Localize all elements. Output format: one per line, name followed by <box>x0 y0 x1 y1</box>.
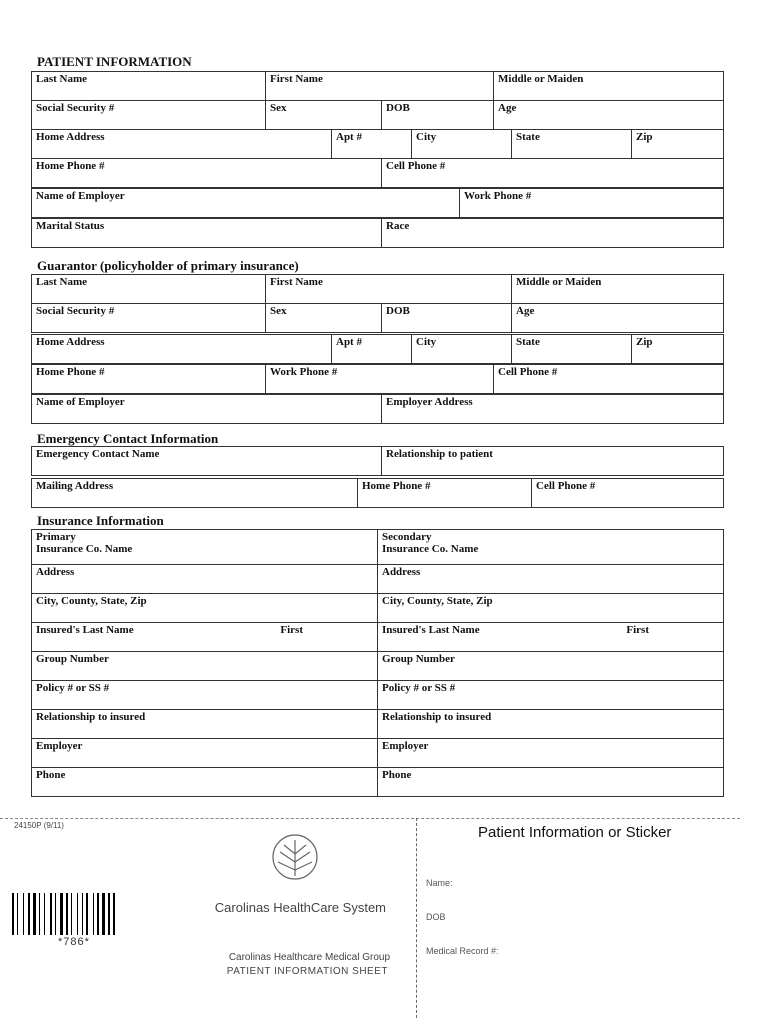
guarantor-apt[interactable]: Apt # <box>332 335 412 364</box>
field-apt[interactable]: Apt # <box>332 130 412 159</box>
guarantor-table <box>31 274 724 333</box>
section-title-emergency: Emergency Contact Information <box>37 431 219 446</box>
guarantor-age[interactable]: Age <box>512 304 724 333</box>
patient-contact-table <box>31 158 724 188</box>
guarantor-phone-table <box>31 364 724 394</box>
field-state[interactable]: State <box>512 130 632 159</box>
secondary-phone[interactable]: Phone <box>378 768 724 797</box>
secondary-policy[interactable]: Policy # or SS # <box>378 681 724 710</box>
form-number: 24150P (9/11) <box>14 821 64 830</box>
primary-insured-name[interactable]: Insured's Last Name First <box>32 623 378 652</box>
section-title-insurance: Insurance Information <box>37 513 164 528</box>
emergency-contact-name[interactable]: Emergency Contact Name <box>32 447 382 476</box>
guarantor-cell-phone[interactable]: Cell Phone # <box>494 365 724 394</box>
field-work-phone[interactable]: Work Phone # <box>460 189 724 218</box>
field-first-name[interactable]: First Name <box>266 72 494 101</box>
field-ssn[interactable]: Social Security # <box>32 101 266 130</box>
guarantor-state[interactable]: State <box>512 335 632 364</box>
field-age[interactable]: Age <box>494 101 724 130</box>
field-home-phone[interactable]: Home Phone # <box>32 159 382 188</box>
medical-group-name: Carolinas Healthcare Medical Group <box>228 952 390 963</box>
field-dob[interactable]: DOB <box>382 101 494 130</box>
guarantor-sex[interactable]: Sex <box>266 304 382 333</box>
barcode-number: *786* <box>58 936 90 948</box>
guarantor-home-phone[interactable]: Home Phone # <box>32 365 266 394</box>
guarantor-middle-name[interactable]: Middle or Maiden <box>512 275 724 304</box>
primary-phone[interactable]: Phone <box>32 768 378 797</box>
secondary-group-number[interactable]: Group Number <box>378 652 724 681</box>
brand-name: Carolinas HealthCare System <box>214 900 386 915</box>
guarantor-employer-address[interactable]: Employer Address <box>382 395 724 424</box>
patient-employer-table <box>31 188 724 218</box>
secondary-relationship[interactable]: Relationship to insured <box>378 710 724 739</box>
guarantor-zip[interactable]: Zip <box>632 335 724 364</box>
guarantor-last-name[interactable]: Last Name <box>32 275 266 304</box>
sticker-mrn-label: Medical Record #: <box>426 946 499 956</box>
primary-relationship[interactable]: Relationship to insured <box>32 710 378 739</box>
field-middle-name[interactable]: Middle or Maiden <box>494 72 724 101</box>
section-title-patient: PATIENT INFORMATION <box>37 54 192 69</box>
tree-logo-icon <box>266 832 324 882</box>
field-city[interactable]: City <box>412 130 512 159</box>
emergency-home-phone[interactable]: Home Phone # <box>358 479 532 508</box>
patient-marital-table <box>31 218 724 248</box>
insurance-table <box>31 529 724 797</box>
patient-address-table <box>31 129 724 159</box>
primary-employer[interactable]: Employer <box>32 739 378 768</box>
field-last-name[interactable]: Last Name <box>32 72 266 101</box>
guarantor-ssn[interactable]: Social Security # <box>32 304 266 333</box>
field-home-address[interactable]: Home Address <box>32 130 332 159</box>
secondary-city-line[interactable]: City, County, State, Zip <box>378 594 724 623</box>
primary-address[interactable]: Address <box>32 565 378 594</box>
patient-table <box>31 71 724 130</box>
field-zip[interactable]: Zip <box>632 130 724 159</box>
guarantor-home-address[interactable]: Home Address <box>32 335 332 364</box>
secondary-insured-name[interactable]: Insured's Last Name First <box>378 623 724 652</box>
primary-policy[interactable]: Policy # or SS # <box>32 681 378 710</box>
field-cell-phone[interactable]: Cell Phone # <box>382 159 724 188</box>
primary-group-number[interactable]: Group Number <box>32 652 378 681</box>
emergency-cell-phone[interactable]: Cell Phone # <box>532 479 724 508</box>
sticker-name-label: Name: <box>426 878 453 888</box>
guarantor-first-name[interactable]: First Name <box>266 275 512 304</box>
emergency-mailing-address[interactable]: Mailing Address <box>32 479 358 508</box>
guarantor-employer[interactable]: Name of Employer <box>32 395 382 424</box>
guarantor-dob[interactable]: DOB <box>382 304 512 333</box>
secondary-employer[interactable]: Employer <box>378 739 724 768</box>
sticker-dob-label: DOB <box>426 912 446 922</box>
secondary-insurance-company[interactable]: Secondary Insurance Co. Name <box>378 530 724 565</box>
field-employer[interactable]: Name of Employer <box>32 189 460 218</box>
secondary-address[interactable]: Address <box>378 565 724 594</box>
guarantor-city[interactable]: City <box>412 335 512 364</box>
guarantor-address-table <box>31 334 724 364</box>
field-marital-status[interactable]: Marital Status <box>32 219 382 248</box>
field-sex[interactable]: Sex <box>266 101 382 130</box>
field-race[interactable]: Race <box>382 219 724 248</box>
primary-insurance-company[interactable]: Primary Insurance Co. Name <box>32 530 378 565</box>
footer-vertical-divider <box>416 818 417 1018</box>
emergency-address-table <box>31 478 724 508</box>
guarantor-employer-table <box>31 394 724 424</box>
sheet-title: PATIENT INFORMATION SHEET <box>226 966 388 977</box>
primary-city-line[interactable]: City, County, State, Zip <box>32 594 378 623</box>
sticker-title: Patient Information or Sticker <box>478 824 672 841</box>
emergency-table <box>31 446 724 476</box>
footer-divider <box>0 818 740 819</box>
guarantor-work-phone[interactable]: Work Phone # <box>266 365 494 394</box>
emergency-relationship[interactable]: Relationship to patient <box>382 447 724 476</box>
barcode-icon <box>12 893 152 935</box>
section-title-guarantor: Guarantor (policyholder of primary insurance) <box>37 258 299 273</box>
